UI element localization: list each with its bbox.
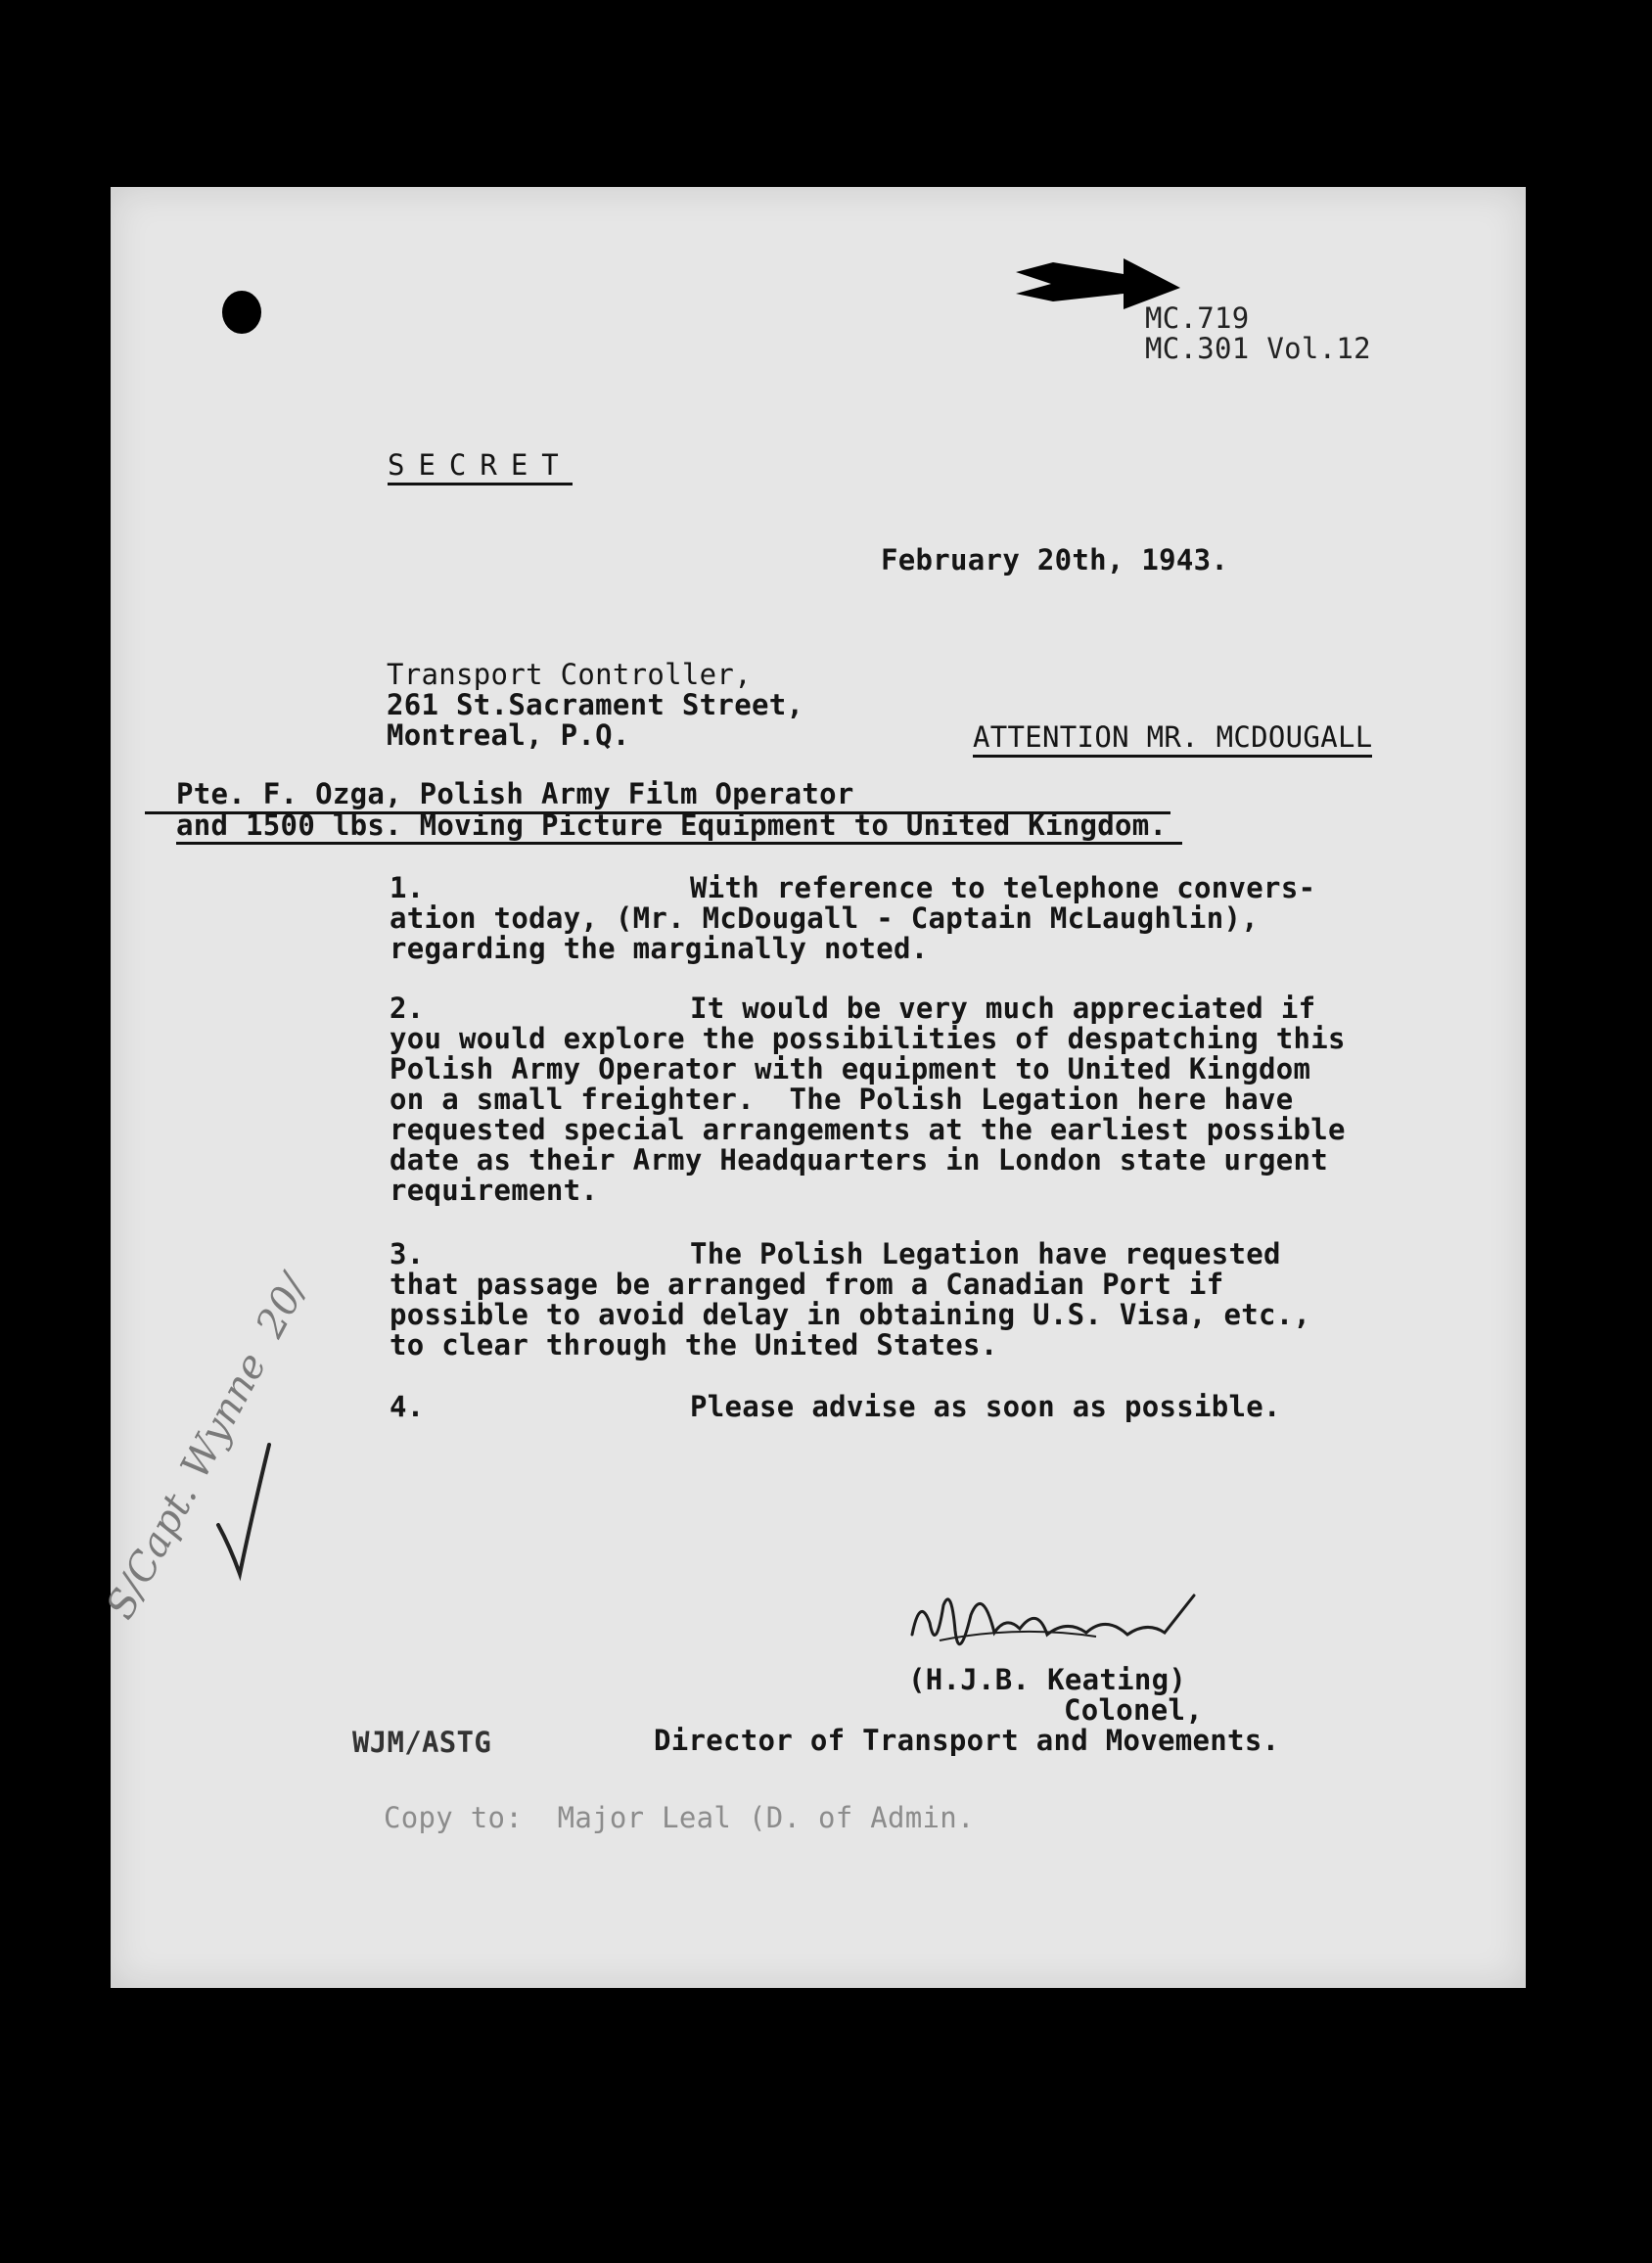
handwritten-margin-note: S/Capt. Wynne 20/ xyxy=(98,1268,317,1627)
para-1-line-1: With reference to telephone convers- xyxy=(690,871,1316,904)
typist-initials: WJM/ASTG xyxy=(352,1726,492,1759)
para-4-line-1: Please advise as soon as possible. xyxy=(690,1390,1281,1423)
para-2-line-2: you would explore the possibilities of despatching this xyxy=(390,1022,1346,1055)
punch-hole-mark xyxy=(220,290,265,335)
attention-line: ATTENTION MR. MCDOUGALL xyxy=(973,722,1372,758)
file-ref-1: MC.719 xyxy=(1145,301,1250,335)
para-4-number: 4. xyxy=(390,1390,425,1423)
para-1-line-3: regarding the marginally noted. xyxy=(390,932,929,965)
para-2-number: 2. xyxy=(390,992,425,1025)
signatory-rank: Colonel, xyxy=(1064,1693,1204,1727)
letter-date: February 20th, 1943. xyxy=(881,543,1229,577)
subject-underline-2 xyxy=(176,842,1182,845)
signatory-title: Director of Transport and Movements. xyxy=(654,1724,1280,1757)
para-3-line-4: to clear through the United States. xyxy=(390,1328,998,1362)
address-line-3: Montreal, P.Q. xyxy=(387,718,630,752)
file-ref-2: MC.301 Vol.12 xyxy=(1145,332,1371,365)
para-3-number: 3. xyxy=(390,1237,425,1270)
para-2-line-6: date as their Army Headquarters in London state urgent xyxy=(390,1143,1329,1177)
para-2-line-1: It would be very much appreciated if xyxy=(690,992,1316,1025)
address-line-2: 261 St.Sacrament Street, xyxy=(387,688,804,721)
para-2-line-7: requirement. xyxy=(390,1174,599,1207)
subject-line-2: and 1500 lbs. Moving Picture Equipment to United Kingdom. xyxy=(176,808,1168,842)
classification-heading: SECRET xyxy=(388,450,573,485)
signatory-name: (H.J.B. Keating) xyxy=(908,1663,1187,1696)
address-line-1: Transport Controller, xyxy=(387,658,752,691)
para-3-line-1: The Polish Legation have requested xyxy=(690,1237,1281,1270)
subject-line-1: Pte. F. Ozga, Polish Army Film Operator xyxy=(176,777,854,810)
para-2-line-3: Polish Army Operator with equipment to United Kingdom xyxy=(390,1052,1311,1085)
para-1-line-2: ation today, (Mr. McDougall - Captain McLaughlin), xyxy=(390,901,1259,935)
para-2-line-5: requested special arrangements at the earliest possible xyxy=(390,1113,1346,1146)
para-1-number: 1. xyxy=(390,871,425,904)
para-3-line-2: that passage be arranged from a Canadian Port if xyxy=(390,1268,1224,1301)
para-2-line-4: on a small freighter. The Polish Legation here have xyxy=(390,1083,1294,1116)
copy-to-line: Copy to: Major Leal (D. of Admin. xyxy=(384,1801,975,1834)
para-3-line-3: possible to avoid delay in obtaining U.S. Visa, etc., xyxy=(390,1298,1311,1331)
